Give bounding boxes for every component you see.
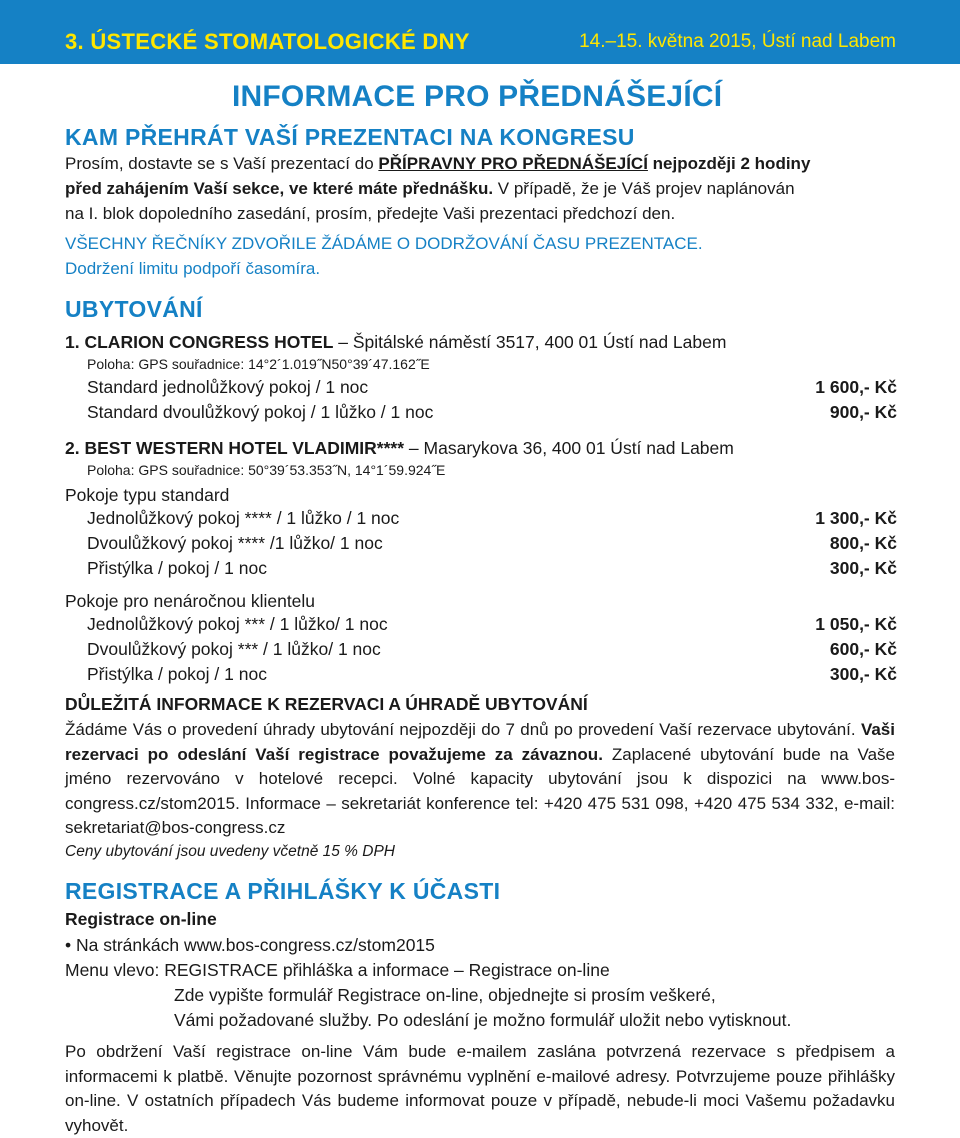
room-row: Přistýlka / pokoj / 1 noc 300,- Kč — [87, 664, 897, 684]
indent-line-2: Vámi požadované služby. Po odeslání je možno formulář uložit nebo vytisknout. — [174, 1010, 792, 1030]
room-row: Jednolůžkový pokoj **** / 1 lůžko / 1 noc 1 300,- Kč — [87, 508, 897, 528]
conference-name: 3. ÚSTECKÉ STOMATOLOGICKÉ DNY — [65, 29, 470, 54]
final-paragraph: Po obdržení Vaší registrace on-line Vám bude e-mailem zaslána potvrzená rezervace s předpisem a informacemi k platbě. Věnujte pozornost správnému vyplnění e-mailové adresy. Potvrzujeme pouze přihlášky on-line. V ostatních případech Vás budeme informovat pouze v případě, nebude-li moci Vašemu požadavku vyhovět. — [65, 1042, 895, 1135]
time-notice-2: Dodržení limitu podpoří časomíra. — [65, 259, 321, 278]
room-row: Jednolůžkový pokoj *** / 1 lůžko/ 1 noc 1 050,- Kč — [87, 614, 897, 634]
upload-heading: KAM PŘEHRÁT VAŠÍ PREZENTACI NA KONGRESU — [65, 124, 635, 150]
hotel-2-gps: Poloha: GPS souřadnice: 50°39´53.353˝N, 14°1´59.924˝E — [87, 462, 446, 478]
info-line-2: před zahájením Vaší sekce, ve které máte přednášku. V případě, že je Váš projev naplánován — [65, 179, 795, 198]
conference-date: 14.–15. května 2015, Ústí nad Labem — [579, 31, 896, 52]
important-text: Žádáme Vás o provedení úhrady ubytování nejpozději do 7 dnů po provedení Vaší rezervace ubytování. Vaši rezervaci po odeslání Vaší registrace považujeme za závaznou. Zaplacené ubytování bude na Vaše jméno rezervováno v hotelové recepci. Volné kapacity ubytování jsou k dispozici na www.bos-congress.cz/stom2015. Informace – sekretariát konference tel: +420 475 531 098, +420 475 534 332, e-mail: sekretariat@bos-congress.cz — [65, 720, 895, 837]
important-heading: DŮLEŽITÁ INFORMACE K REZERVACI A ÚHRADĚ UBYTOVÁNÍ — [65, 694, 588, 714]
standard-rooms-label: Pokoje typu standard — [65, 485, 230, 505]
info-line-3: na I. blok dopoledního zasedání, prosím, předejte Vaši prezentaci předchozí den. — [65, 204, 676, 223]
vat-note: Ceny ubytování jsou uvedeny včetně 15 % DPH — [65, 843, 395, 860]
room-row: Standard jednolůžkový pokoj / 1 noc 1 600,- Kč — [87, 377, 897, 397]
hotel-2-title: 2. BEST WESTERN HOTEL VLADIMIR**** – Masarykova 36, 400 01 Ústí nad Labem — [65, 438, 734, 458]
header-bar — [0, 0, 960, 64]
budget-rooms-label: Pokoje pro nenáročnou klientelu — [65, 591, 316, 611]
registration-bullet: • Na stránkách www.bos-congress.cz/stom2015 — [65, 935, 435, 955]
room-row: Dvoulůžkový pokoj *** / 1 lůžko/ 1 noc 600,- Kč — [87, 639, 897, 659]
time-notice: VŠECHNY ŘEČNÍKY ZDVOŘILE ŽÁDÁME O DODRŽOVÁNÍ ČASU PREZENTACE. — [65, 234, 703, 253]
room-row: Dvoulůžkový pokoj **** /1 lůžko/ 1 noc 800,- Kč — [87, 533, 897, 553]
room-row: Standard dvoulůžkový pokoj / 1 lůžko / 1 noc 900,- Kč — [87, 402, 897, 422]
info-line-1: Prosím, dostavte se s Vaší prezentací do PŘÍPRAVNY PRO PŘEDNÁŠEJÍCÍ nejpozději 2 hodiny — [65, 154, 811, 173]
menu-instruction: Menu vlevo: REGISTRACE přihláška a informace – Registrace on-line — [65, 960, 610, 980]
registration-heading: REGISTRACE A PŘIHLÁŠKY K ÚČASTI — [65, 878, 501, 904]
indent-line-1: Zde vypište formulář Registrace on-line, objednejte si prosím veškeré, — [174, 985, 716, 1005]
speaker-room-link: PŘÍPRAVNY PRO PŘEDNÁŠEJÍCÍ — [378, 154, 648, 173]
online-registration-heading: Registrace on-line — [65, 909, 217, 929]
room-row: Přistýlka / pokoj / 1 noc 300,- Kč — [87, 558, 897, 578]
accommodation-heading: UBYTOVÁNÍ — [65, 296, 203, 322]
page-title: INFORMACE PRO PŘEDNÁŠEJÍCÍ — [232, 80, 723, 113]
hotel-1-title: 1. CLARION CONGRESS HOTEL – Špitálské náměstí 3517, 400 01 Ústí nad Labem — [65, 332, 727, 352]
hotel-1-gps: Poloha: GPS souřadnice: 14°2´1.019˝N50°39´47.162˝E — [87, 356, 430, 372]
